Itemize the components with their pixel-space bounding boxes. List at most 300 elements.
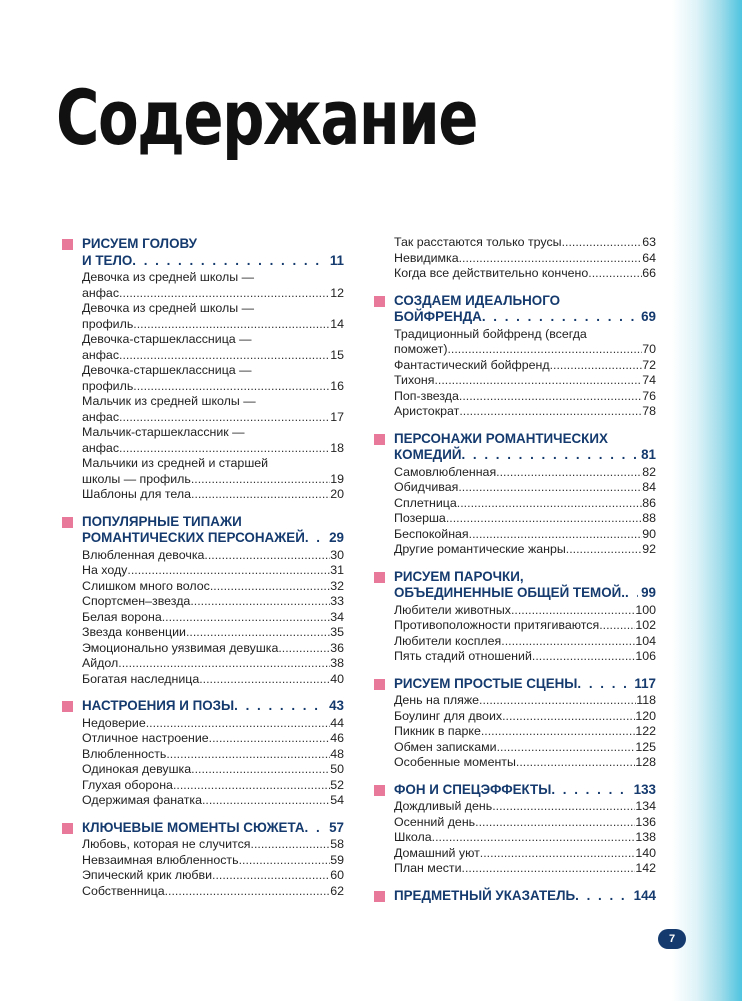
toc-entry-text: Айдол <box>82 656 119 670</box>
toc-entry[interactable] <box>394 527 656 543</box>
toc-entry-line <box>82 778 344 794</box>
dot-leader <box>186 625 330 641</box>
dot-leader <box>119 348 330 364</box>
dot-leader <box>462 861 636 877</box>
toc-entry[interactable] <box>394 755 656 771</box>
dot-leader <box>502 709 635 725</box>
toc-entry-text: Богатая наследница <box>82 671 200 686</box>
toc-entry-text: Шаблоны для тела <box>82 487 191 501</box>
toc-entry[interactable] <box>82 425 344 456</box>
dot-leader <box>625 585 638 602</box>
toc-entry-page: 142 <box>635 861 656 875</box>
section-title: ФОН И СПЕЦЭФФЕКТЫ <box>394 781 552 797</box>
dot-leader <box>482 309 638 326</box>
toc-entry-page: 118 <box>636 693 656 707</box>
dot-leader <box>516 755 635 771</box>
toc-right-column <box>374 235 656 915</box>
toc-entry-page: 84 <box>642 480 656 494</box>
pink-square-bullet-icon <box>62 701 73 712</box>
dot-leader <box>190 594 330 610</box>
toc-entry-text: Позерша <box>394 511 446 525</box>
dot-leader <box>550 358 643 374</box>
toc-entry[interactable] <box>394 373 656 389</box>
dot-leader <box>588 266 642 282</box>
dot-leader <box>210 579 330 595</box>
dot-leader <box>191 762 330 778</box>
dot-leader <box>239 853 331 869</box>
dot-leader <box>173 778 330 794</box>
toc-entry-line <box>394 389 656 405</box>
toc-entry-list <box>62 270 344 503</box>
toc-entry-list <box>374 799 656 877</box>
dot-leader <box>457 496 642 512</box>
section-title: РИСУЕМ ПАРОЧКИ, <box>394 568 524 584</box>
toc-entry[interactable] <box>394 389 656 405</box>
toc-entry-page: 12 <box>330 285 344 300</box>
toc-entry-page: 92 <box>642 542 656 556</box>
dot-leader <box>305 820 327 837</box>
toc-entry-line <box>82 317 344 333</box>
toc-entry-line <box>82 410 344 426</box>
pink-square-bullet-icon <box>62 517 73 528</box>
toc-entry[interactable] <box>394 618 656 634</box>
section-heading[interactable] <box>62 514 344 547</box>
toc-entry-line <box>394 755 656 771</box>
toc-entry-text: Дождливый день <box>394 799 493 813</box>
toc-entry-page: 62 <box>330 883 344 898</box>
continued-entries <box>394 235 656 282</box>
dot-leader <box>127 563 330 579</box>
toc-entry-text: Поп-звезда <box>394 388 459 403</box>
toc-entry[interactable] <box>82 625 344 641</box>
toc-entry-line <box>82 716 344 732</box>
toc-entry[interactable] <box>394 799 656 815</box>
toc-entry-line <box>82 762 344 778</box>
section-heading[interactable] <box>374 569 656 602</box>
toc-entry-page: 125 <box>635 739 656 754</box>
toc-entry-line <box>394 861 656 877</box>
toc-entry-text: Недоверие <box>82 715 146 730</box>
toc-entry-text: Беспокойная <box>394 526 469 541</box>
toc-entry-line <box>394 542 656 558</box>
toc-entry[interactable] <box>394 815 656 831</box>
dot-leader <box>118 656 330 672</box>
section-title-line <box>82 698 344 715</box>
toc-entry-text: Обмен записками <box>394 739 497 754</box>
toc-entry-text: Одинокая девушка <box>82 762 192 776</box>
section-page: 133 <box>633 781 656 797</box>
toc-entry-line <box>82 594 344 610</box>
toc-entry[interactable] <box>82 778 344 794</box>
toc-entry-text: Аристократ <box>394 404 460 418</box>
toc-entry[interactable] <box>82 301 344 332</box>
toc-entry-page: 36 <box>330 640 344 655</box>
section-page: 29 <box>329 530 344 545</box>
toc-entry-page: 38 <box>330 656 344 670</box>
toc-entry-text: Мальчик-старшеклассник — <box>82 425 245 439</box>
toc-entry-list <box>62 548 344 688</box>
section-heading[interactable] <box>374 782 656 799</box>
toc-entry[interactable] <box>82 762 344 778</box>
section-page: 43 <box>329 698 344 713</box>
toc-section <box>374 676 656 771</box>
side-gradient-strip <box>672 0 742 1001</box>
dot-leader <box>119 410 330 426</box>
toc-entry-text: Невзаимная влюбленность <box>82 852 239 867</box>
toc-entry[interactable] <box>82 487 344 503</box>
toc-entry[interactable] <box>82 394 344 425</box>
toc-entry-line <box>82 563 344 579</box>
toc-entry[interactable] <box>394 724 656 740</box>
section-title-line <box>82 530 344 547</box>
toc-entry-text: Любовь, которая не случится <box>82 837 251 851</box>
toc-entry-page: 17 <box>330 409 344 424</box>
toc-entry-page: 138 <box>635 830 656 844</box>
dot-leader <box>469 527 643 543</box>
dot-leader <box>278 641 330 657</box>
pink-square-bullet-icon <box>374 296 385 307</box>
section-title: ОБЪЕДИНЕННЫЕ ОБЩЕЙ ТЕМОЙ. <box>394 585 625 600</box>
dot-leader <box>481 724 635 740</box>
toc-entry-text: Девочка из средней школы — <box>82 270 254 284</box>
toc-entry-text: анфас <box>82 440 120 455</box>
dot-leader <box>191 487 330 503</box>
dot-leader <box>305 530 326 547</box>
toc-entry[interactable] <box>394 861 656 877</box>
toc-entry-line <box>394 649 656 665</box>
toc-entry[interactable] <box>82 610 344 626</box>
toc-entry-page: 32 <box>330 578 344 593</box>
toc-entry-page: 140 <box>635 845 656 860</box>
toc-entry[interactable] <box>394 251 656 267</box>
dot-leader <box>432 830 636 846</box>
dot-leader <box>496 465 642 481</box>
toc-entry[interactable] <box>82 579 344 595</box>
dot-leader <box>577 676 631 693</box>
toc-entry[interactable] <box>82 548 344 564</box>
section-title: КОМЕДИЙ <box>394 447 462 462</box>
toc-entry-line <box>394 603 656 619</box>
toc-entry-text: Тихоня <box>394 373 435 387</box>
toc-entry-line <box>82 487 344 503</box>
section-title: ПЕРСОНАЖИ РОМАНТИЧЕСКИХ <box>394 430 608 446</box>
toc-entry-line <box>394 634 656 650</box>
toc-entry[interactable] <box>82 563 344 579</box>
toc-entry-text: Противоположности притягиваются <box>394 618 600 632</box>
toc-entry-page: 64 <box>642 250 656 265</box>
toc-entry-line <box>394 342 656 358</box>
toc-entry-text: Мальчики из средней и старшей <box>82 456 269 470</box>
toc-entry-page: 46 <box>330 731 344 745</box>
toc-entry-text: профиль <box>82 316 134 331</box>
toc-entry-page: 122 <box>635 724 656 738</box>
toc-entry-line <box>394 511 656 527</box>
toc-entry[interactable] <box>394 465 656 481</box>
dot-leader <box>204 548 330 564</box>
toc-section <box>374 431 656 558</box>
section-title-line <box>394 782 656 799</box>
section-page: 117 <box>634 675 656 691</box>
toc-entry-text: Особенные моменты <box>394 755 516 769</box>
section-title: ПРЕДМЕТНЫЙ УКАЗАТЕЛЬ <box>394 887 576 903</box>
toc-entry-line <box>82 286 344 302</box>
toc-entry-line <box>394 724 656 740</box>
toc-entry-page: 70 <box>642 342 656 356</box>
section-page: 81 <box>641 447 656 462</box>
toc-entry[interactable] <box>82 731 344 747</box>
dot-leader <box>511 603 635 619</box>
toc-entry[interactable] <box>394 542 656 558</box>
toc-entry[interactable] <box>394 358 656 374</box>
toc-entry[interactable] <box>394 740 656 756</box>
toc-entry[interactable] <box>82 594 344 610</box>
toc-entry[interactable] <box>82 884 344 900</box>
dot-leader <box>146 716 330 732</box>
toc-entry-line <box>82 868 344 884</box>
section-title: И ТЕЛО <box>82 252 133 268</box>
pink-square-bullet-icon <box>374 891 385 902</box>
dot-leader <box>434 373 642 389</box>
toc-entry-line <box>82 472 344 488</box>
toc-entry[interactable] <box>394 709 656 725</box>
toc-entry-text: Любители животных <box>394 602 511 617</box>
page-title: Содержание <box>56 73 477 162</box>
toc-entry-page: 15 <box>330 347 344 362</box>
toc-entry[interactable] <box>394 846 656 862</box>
dot-leader <box>479 693 636 709</box>
toc-entry[interactable] <box>82 672 344 688</box>
toc-entry-line <box>394 251 656 267</box>
toc-entry-page: 35 <box>330 625 344 639</box>
toc-entry-line <box>82 884 344 900</box>
toc-entry-text: анфас <box>82 347 120 362</box>
toc-entry-page: 72 <box>642 357 656 372</box>
toc-left-column <box>62 236 344 910</box>
toc-entry-line <box>82 348 344 364</box>
toc-entry-page: 60 <box>330 868 344 882</box>
toc-entry-text: Так расстаются только трусы <box>394 235 562 249</box>
section-title: СОЗДАЕМ ИДЕАЛЬНОГО <box>394 292 561 308</box>
section-heading[interactable] <box>374 293 656 326</box>
toc-entry-list <box>374 693 656 771</box>
toc-entry-text: Обидчивая <box>394 480 459 494</box>
toc-entry-line <box>82 747 344 763</box>
section-heading[interactable] <box>374 676 656 693</box>
dot-leader <box>492 799 635 815</box>
dot-leader <box>447 342 642 358</box>
toc-entry-text: Домашний уют <box>394 845 480 860</box>
toc-entry[interactable] <box>394 235 656 251</box>
dot-leader <box>459 404 642 420</box>
toc-entry[interactable] <box>82 656 344 672</box>
toc-entry-text: школы — профиль <box>82 471 191 486</box>
toc-entry[interactable] <box>82 363 344 394</box>
toc-entry-text: Традиционный бойфренд (всегда <box>394 326 587 341</box>
dot-leader <box>162 610 330 626</box>
toc-entry[interactable] <box>82 868 344 884</box>
toc-entry[interactable] <box>394 693 656 709</box>
toc-entry-page: 18 <box>330 440 344 455</box>
toc-entry-text: анфас <box>82 409 120 424</box>
toc-entry[interactable] <box>394 603 656 619</box>
section-title-line <box>394 676 656 693</box>
section-heading[interactable] <box>62 236 344 269</box>
toc-entry-text: Эмоционально уязвимая девушка <box>82 640 279 655</box>
dot-leader <box>480 846 636 862</box>
toc-entry-line <box>82 625 344 641</box>
toc-entry[interactable] <box>394 511 656 527</box>
toc-entry-page: 136 <box>635 814 656 829</box>
toc-entry-text: Мальчик из средней школы — <box>82 394 256 408</box>
toc-entry-line <box>394 235 656 251</box>
toc-entry-page: 50 <box>330 762 344 776</box>
dot-leader <box>501 634 635 650</box>
section-heading[interactable] <box>374 431 656 464</box>
toc-entry-line <box>82 731 344 747</box>
toc-entry-line <box>394 618 656 634</box>
toc-entry-page: 40 <box>330 671 344 686</box>
toc-entry-line <box>394 527 656 543</box>
section-page: 57 <box>329 819 344 835</box>
dot-leader <box>459 251 643 267</box>
toc-entry-page: 82 <box>642 464 656 479</box>
toc-section <box>62 236 344 503</box>
toc-entry[interactable] <box>82 853 344 869</box>
toc-entry-line <box>394 266 656 282</box>
toc-entry-text: Пикник в парке <box>394 724 481 738</box>
toc-entry-page: 120 <box>635 708 656 723</box>
toc-entry-text: Любители косплея <box>394 633 502 648</box>
toc-entry-page: 54 <box>330 793 344 807</box>
toc-entry-text: Звезда конвенции <box>82 625 186 639</box>
toc-entry-page: 34 <box>330 609 344 624</box>
toc-entry-line <box>82 853 344 869</box>
toc-entry[interactable] <box>394 634 656 650</box>
page-number-badge: 7 <box>658 929 686 949</box>
toc-entry-text: Девочка из средней школы — <box>82 301 254 315</box>
toc-section <box>62 820 344 900</box>
toc-entry[interactable] <box>82 641 344 657</box>
dot-leader <box>532 649 635 665</box>
toc-entry-text: Одержимая фанатка <box>82 793 202 807</box>
toc-entry-list <box>374 603 656 665</box>
section-title-line <box>394 888 656 905</box>
toc-entry-text: Другие романтические жанры <box>394 542 566 556</box>
toc-entry-page: 30 <box>330 547 344 562</box>
toc-entry-text: Глухая оборона <box>82 777 173 792</box>
toc-entry[interactable] <box>82 716 344 732</box>
toc-entry-text: На ходу <box>82 563 128 577</box>
toc-entry-page: 102 <box>635 618 656 632</box>
dot-leader <box>497 740 636 756</box>
toc-entry[interactable] <box>82 456 344 487</box>
section-heading[interactable] <box>62 698 344 715</box>
section-title: НАСТРОЕНИЯ И ПОЗЫ <box>82 698 235 713</box>
section-title: РИСУЕМ ГОЛОВУ <box>82 236 197 251</box>
toc-entry-line <box>394 373 656 389</box>
dot-leader <box>202 793 330 809</box>
toc-entry-page: 134 <box>635 799 656 813</box>
dot-leader <box>212 868 330 884</box>
toc-entry[interactable] <box>82 270 344 301</box>
dot-leader <box>566 542 642 558</box>
toc-entry-page: 33 <box>330 594 344 608</box>
toc-entry[interactable] <box>394 496 656 512</box>
toc-entry[interactable] <box>82 793 344 809</box>
dot-leader <box>446 511 642 527</box>
section-heading[interactable] <box>62 820 344 837</box>
toc-entry[interactable] <box>82 332 344 363</box>
toc-entry-list <box>374 327 656 420</box>
toc-entry-text: День на пляже <box>394 693 480 707</box>
dot-leader <box>133 379 330 395</box>
toc-entry-text: Белая ворона <box>82 609 162 624</box>
toc-entry[interactable] <box>394 266 656 282</box>
toc-entry[interactable] <box>394 404 656 420</box>
dot-leader <box>234 698 326 715</box>
toc-entry-page: 14 <box>330 316 344 331</box>
pink-square-bullet-icon <box>374 785 385 796</box>
toc-entry-line <box>82 793 344 809</box>
toc-entry-page: 90 <box>642 526 656 541</box>
toc-entry-page: 52 <box>330 777 344 792</box>
toc-entry-line <box>82 641 344 657</box>
dot-leader <box>132 253 327 270</box>
toc-entry-line <box>394 830 656 846</box>
toc-entry-line <box>394 709 656 725</box>
section-title-line <box>394 585 656 602</box>
toc-entry-page: 128 <box>635 755 656 769</box>
toc-entry-line <box>82 441 344 457</box>
toc-entry-text: Девочка-старшеклассница — <box>82 363 252 377</box>
toc-entry[interactable] <box>394 480 656 496</box>
toc-entry[interactable] <box>394 649 656 665</box>
toc-entry[interactable] <box>394 327 656 358</box>
section-title-line <box>82 820 344 837</box>
dot-leader <box>562 235 643 251</box>
section-title: КЛЮЧЕВЫЕ МОМЕНТЫ СЮЖЕТА <box>82 819 305 835</box>
toc-entry-text: Осенний день <box>394 814 476 829</box>
toc-entry-page: 20 <box>330 487 344 501</box>
dot-leader <box>458 480 642 496</box>
pink-square-bullet-icon <box>62 823 73 834</box>
toc-entry-line <box>394 799 656 815</box>
toc-entry-page: 66 <box>642 266 656 280</box>
toc-section <box>62 514 344 688</box>
pink-square-bullet-icon <box>374 434 385 445</box>
toc-entry-page: 59 <box>330 852 344 867</box>
toc-entry-page: 86 <box>642 495 656 510</box>
section-heading[interactable] <box>374 888 656 905</box>
toc-entry-text: Эпический крик любви <box>82 868 213 882</box>
toc-entry-text: План мести <box>394 861 462 875</box>
section-title: РОМАНТИЧЕСКИХ ПЕРСОНАЖЕЙ <box>82 530 305 545</box>
dot-leader <box>251 837 331 853</box>
pink-square-bullet-icon <box>374 679 385 690</box>
toc-entry[interactable] <box>82 747 344 763</box>
toc-entry[interactable] <box>82 837 344 853</box>
dot-leader <box>459 389 642 405</box>
section-page: 144 <box>633 887 656 903</box>
toc-entry-page: 74 <box>642 373 656 387</box>
pink-square-bullet-icon <box>62 239 73 250</box>
toc-entry-page: 31 <box>330 563 344 577</box>
toc-entry-line <box>394 404 656 420</box>
toc-entry-line <box>394 480 656 496</box>
toc-entry-text: Когда все действительно кончено <box>394 266 589 280</box>
toc-entry[interactable] <box>394 830 656 846</box>
toc-entry-text: Отличное настроение <box>82 731 209 745</box>
